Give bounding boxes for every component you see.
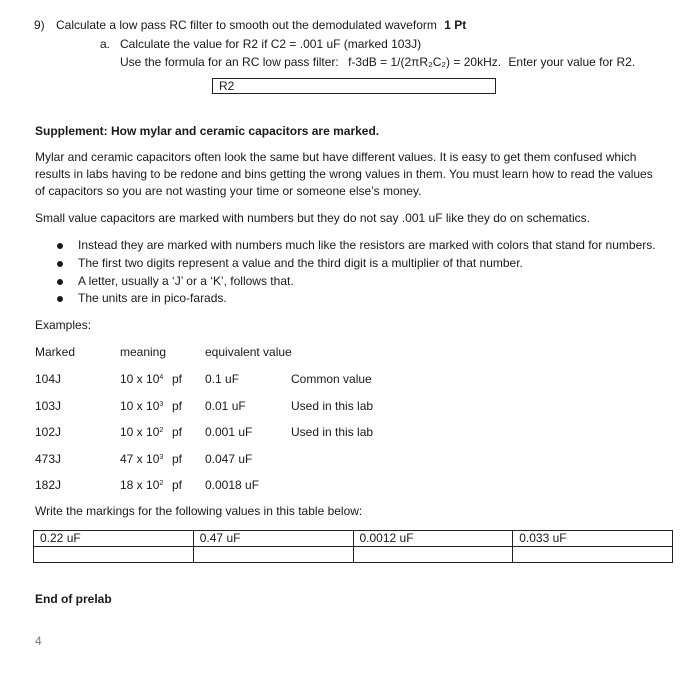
question-number: 9) (34, 18, 45, 32)
r2-answer-label: R2 (219, 79, 235, 93)
examples-label: Examples: (35, 318, 92, 332)
example-unit: pf (172, 478, 183, 492)
example-marked: 473J (35, 452, 62, 466)
value-cell: 0.22 uF (34, 531, 194, 547)
example-meaning (120, 478, 163, 492)
bullet-icon (57, 296, 63, 302)
example-marked: 103J (35, 399, 62, 413)
answer-cell[interactable] (34, 547, 194, 563)
value-cell: 0.0012 uF (353, 531, 513, 547)
question-text-body: Calculate a low pass RC filter to smooth out the demodulated waveform (56, 18, 437, 32)
example-note: Used in this lab (291, 425, 374, 439)
example-unit: pf (172, 372, 183, 386)
example-marked: 182J (35, 478, 62, 492)
value-cell: 0.033 uF (513, 531, 673, 547)
example-meaning (120, 452, 163, 466)
bullet-icon (57, 279, 63, 285)
example-unit: pf (172, 452, 183, 466)
example-meaning (120, 425, 163, 439)
example-equivalent: 0.047 uF (205, 452, 253, 466)
meaning-base: 47 x 10 (120, 452, 160, 466)
meaning-base: 10 x 10 (120, 372, 160, 386)
bullet-item: The units are in pico-farads. (78, 291, 227, 305)
example-meaning (120, 399, 163, 413)
meaning-base: 10 x 10 (120, 425, 160, 439)
example-marked: 104J (35, 372, 62, 386)
formula-line (120, 55, 635, 69)
question-points: 1 Pt (444, 18, 467, 32)
example-equivalent: 0.001 uF (205, 425, 253, 439)
example-note: Used in this lab (291, 399, 374, 413)
answer-cell[interactable] (513, 547, 673, 563)
answer-cell[interactable] (353, 547, 513, 563)
meaning-exponent: 2 (159, 480, 164, 487)
example-unit: pf (172, 399, 183, 413)
formula-prefix: Use the formula for an RC low pass filter: (120, 55, 339, 69)
meaning-exponent: 3 (159, 454, 164, 461)
supplement-paragraph-2: Small value capacitors are marked with numbers but they do not say .001 uF like they do on schematics. (35, 211, 590, 225)
example-equivalent: 0.01 uF (205, 399, 246, 413)
supplement-heading: Supplement: How mylar and ceramic capacitors are marked. (35, 124, 380, 138)
example-equivalent: 0.1 uF (205, 372, 240, 386)
part-letter: a. (100, 37, 111, 51)
table-row (34, 547, 673, 563)
example-unit: pf (172, 425, 183, 439)
header-marked: Marked (35, 345, 76, 359)
bullet-item: The first two digits represent a value and the third digit is a multiplier of that number. (78, 256, 523, 270)
supplement-paragraph-1: Mylar and ceramic capacitors often look the same but have different values. It is easy to get them confused which results in labs having to be redone and bins getting the wrong values in them. You must learn how to read the values of capacitors so you are not wasting your time or someone else’s money. (35, 150, 653, 198)
bullet-item: Instead they are marked with numbers much like the resistors are marked with colors that stand for numbers. (78, 238, 656, 252)
meaning-base: 10 x 10 (120, 399, 160, 413)
r2-answer-box[interactable] (212, 78, 496, 94)
bullet-icon (57, 261, 63, 267)
meaning-base: 18 x 10 (120, 478, 160, 492)
example-marked: 102J (35, 425, 62, 439)
example-equivalent: 0.0018 uF (205, 478, 260, 492)
example-note: Common value (291, 372, 372, 386)
page-number: 4 (35, 634, 42, 648)
part-text: Calculate the value for R2 if C2 = .001 uF (marked 103J) (120, 37, 422, 51)
example-meaning (120, 372, 163, 386)
formula-suffix: Enter your value for R2. (508, 55, 636, 69)
header-equivalent: equivalent value (205, 345, 292, 359)
answer-table (33, 530, 673, 563)
bullet-item: A letter, usually a ‘J’ or a ‘K’, follows that. (78, 274, 294, 288)
answer-cell[interactable] (193, 547, 353, 563)
meaning-exponent: 2 (159, 427, 164, 434)
meaning-exponent: 4 (159, 374, 164, 381)
meaning-exponent: 3 (159, 401, 164, 408)
bullet-icon (57, 243, 63, 249)
question-text (56, 18, 466, 32)
header-meaning: meaning (120, 345, 167, 359)
value-cell: 0.47 uF (193, 531, 353, 547)
exercise-instruction: Write the markings for the following values in this table below: (35, 504, 363, 518)
table-row (34, 531, 673, 547)
formula: f-3dB = 1/(2πR₂C₂) = 20kHz. (348, 55, 502, 69)
end-of-prelab: End of prelab (35, 592, 112, 606)
